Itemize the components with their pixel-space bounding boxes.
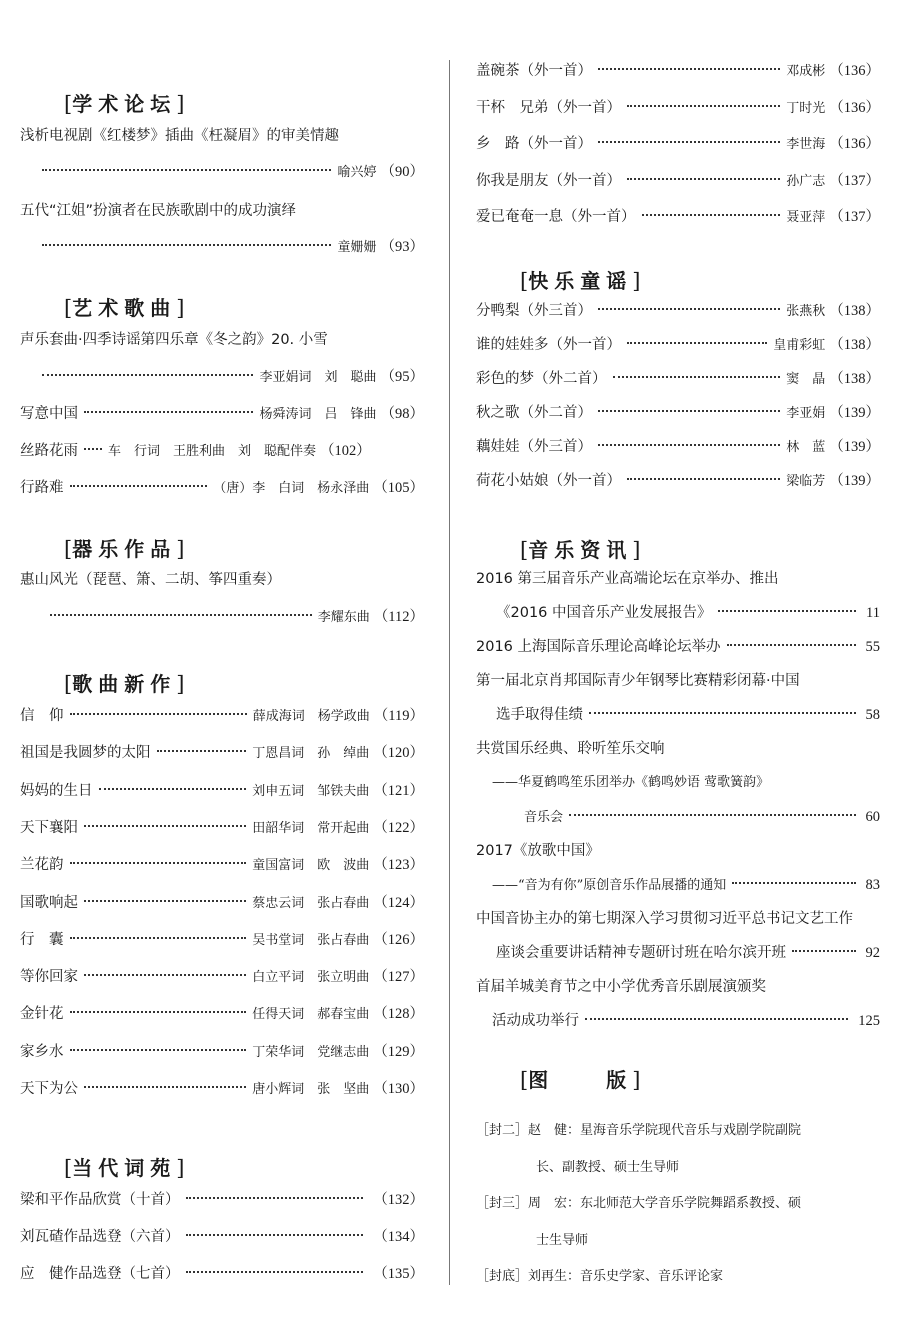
author: 白立平词 张立明曲 [252, 970, 370, 986]
article-title[interactable] [20, 329, 328, 351]
news-text: 共赏国乐经典、聆听笙乐交响 [476, 741, 665, 757]
plate-caption [476, 1265, 723, 1284]
dot-leader [70, 862, 247, 864]
dot-leader [718, 610, 857, 612]
news-text: 音乐会 [524, 810, 564, 825]
toc-entry[interactable] [476, 170, 880, 192]
author: 童姗姗 [337, 240, 377, 255]
article-title-text: 天下襄阳 [20, 819, 78, 836]
author: 孙广志 [786, 173, 826, 189]
article-title[interactable] [20, 569, 281, 591]
section-heading-music-news: [音乐资讯] [520, 538, 641, 562]
toc-entry[interactable] [20, 705, 424, 727]
author: 车 行词 王胜利曲 刘 聪配伴奏 [108, 444, 317, 459]
news-text: 《2016 中国音乐产业发展报告》 [496, 605, 712, 621]
section-heading-instrumental: [器乐作品] [64, 537, 185, 561]
toc-entry[interactable] [20, 780, 424, 802]
news-text: ——华夏鹤鸣笙乐团举办《鹤鸣妙语 莺歌簧韵》 [492, 775, 770, 790]
page-number: 92 [865, 945, 880, 961]
dot-leader [727, 644, 856, 646]
article-title-text: 谁的娃娃多（外一首） [476, 337, 621, 353]
page-number: （127） [373, 969, 424, 986]
toc-entry[interactable] [476, 97, 880, 119]
heading-text: 学术论坛 [72, 92, 177, 116]
news-text: 2016 上海国际音乐理论高峰论坛举办 [476, 639, 721, 655]
page-number: （122） [373, 819, 424, 836]
article-title-text: 金针花 [20, 1006, 64, 1023]
dot-leader [99, 788, 247, 790]
author: 聂亚萍 [786, 210, 826, 225]
plate-tag: ［封底］ [476, 1269, 529, 1284]
dot-leader [186, 1271, 364, 1273]
author: 丁荣华词 党继志曲 [252, 1044, 370, 1060]
toc-entry[interactable] [476, 368, 880, 390]
page-number: 125 [858, 1013, 880, 1029]
news-text: 座谈会重要讲话精神专题研讨班在哈尔滨开班 [496, 945, 786, 961]
author: （唐）李 白词 杨永泽曲 [213, 481, 370, 496]
dot-leader [42, 374, 253, 376]
plate-caption-cont [536, 1229, 588, 1248]
page-number: （136） [829, 63, 880, 79]
dot-leader [84, 411, 253, 413]
heading-text: 歌曲新作 [72, 672, 177, 696]
heading-text: 快乐童谣 [528, 269, 633, 293]
page-number: （137） [829, 172, 880, 189]
dot-leader [70, 1049, 247, 1051]
plate-tag: ［封二］ [476, 1123, 529, 1138]
author: 李亚娟 [786, 406, 826, 421]
author: 窦 晶 [786, 372, 826, 387]
author: 薛成海词 杨学政曲 [252, 709, 370, 724]
news-text: 2016 第三届音乐产业高端论坛在京举办、推出 [476, 571, 779, 587]
dot-leader [598, 444, 780, 446]
dot-leader [732, 882, 855, 884]
section-heading-art-songs: [艺术歌曲] [64, 296, 185, 320]
news-text: ——“音为有你”原创音乐作品展播的通知 [492, 878, 727, 893]
plate-caption-cont [536, 1156, 679, 1175]
page-number: （102） [320, 443, 371, 459]
page-number: （135） [373, 1266, 424, 1282]
author: 刘申五词 邹铁夫曲 [252, 783, 370, 799]
dot-leader [84, 974, 246, 976]
article-title-text: 藕娃娃（外三首） [476, 439, 592, 455]
heading-text: 器乐作品 [72, 537, 177, 561]
page-number: 11 [866, 605, 880, 621]
heading-text: 艺术歌曲 [72, 296, 177, 320]
news-title[interactable] [476, 840, 600, 862]
toc-entry[interactable] [20, 440, 424, 462]
toc-entry[interactable] [36, 366, 424, 388]
article-title-text: 天下为公 [20, 1081, 78, 1097]
toc-entry[interactable] [44, 606, 424, 628]
page-number: （105） [373, 480, 424, 496]
dot-leader [84, 900, 246, 902]
article-title-text: 行 囊 [20, 931, 64, 948]
page-number: （112） [373, 609, 424, 625]
page-number: （93） [380, 239, 424, 255]
page-number: 58 [865, 707, 880, 723]
heading-text: 当代词苑 [72, 1156, 177, 1180]
toc-entry[interactable] [492, 874, 880, 896]
author: 任得天词 郝春宝曲 [252, 1007, 370, 1023]
article-title-text: 家乡水 [20, 1043, 64, 1060]
author: 田韶华词 常开起曲 [252, 820, 370, 836]
dot-leader [186, 1197, 364, 1199]
page-number: （121） [373, 782, 424, 799]
article-title-text: 干杯 兄弟（外一首） [476, 99, 621, 116]
author: 李世海 [786, 137, 826, 152]
page-number: （130） [373, 1081, 424, 1097]
caption-text: 赵 健：星海音乐学院现代音乐与戏剧学院副院 [528, 1123, 802, 1138]
toc-entry[interactable] [476, 470, 880, 492]
article-title-text: 分鸭梨（外三首） [476, 303, 592, 319]
toc-entry[interactable] [20, 742, 424, 764]
page-number: （139） [829, 405, 880, 421]
dot-leader [627, 342, 767, 344]
dot-leader [613, 376, 781, 378]
section-heading-plates: [图 版] [520, 1068, 641, 1092]
page-number: 55 [865, 639, 880, 655]
dot-leader [627, 105, 780, 107]
section-heading-new-songs: [歌曲新作] [64, 672, 185, 696]
page-number: （139） [829, 473, 880, 489]
news-title[interactable] [476, 976, 766, 998]
article-title-text: 浅析电视剧《红楼梦》插曲《枉凝眉》的审美情趣 [20, 128, 339, 144]
toc-entry[interactable] [20, 966, 424, 988]
author: 喻兴婷 [337, 165, 377, 180]
author: 皇甫彩虹 [773, 338, 826, 353]
page-number: （138） [829, 337, 880, 353]
article-title-text: 应 健作品选登（七首） [20, 1266, 180, 1282]
page-number: （138） [829, 303, 880, 319]
page-number: 60 [865, 809, 880, 825]
page-number: （129） [373, 1043, 424, 1060]
dot-leader [792, 950, 856, 952]
article-title-text: 梁和平作品欣赏（十首） [20, 1192, 180, 1208]
dot-leader [42, 244, 331, 246]
dot-leader [70, 713, 247, 715]
toc-entry[interactable] [20, 1003, 424, 1025]
author: 邓成彬 [786, 64, 826, 79]
author: 张燕秋 [786, 304, 826, 319]
article-title-text: 妈妈的生日 [20, 782, 93, 799]
page-number: （124） [373, 894, 424, 911]
article-title[interactable] [20, 200, 296, 222]
dot-leader [642, 214, 781, 216]
page-number: （134） [373, 1229, 424, 1245]
page-number: （98） [380, 406, 424, 422]
article-title-text: 五代“江姐”扮演者在民族歌剧中的成功演绎 [20, 203, 297, 219]
dot-leader [569, 814, 855, 816]
toc-entry[interactable] [20, 854, 424, 876]
toc-entry[interactable] [476, 60, 880, 82]
article-title-text: 行路难 [20, 480, 64, 496]
toc-entry[interactable] [476, 636, 880, 658]
page-number: （136） [829, 136, 880, 152]
article-title-text: 兰花韵 [20, 857, 64, 874]
toc-entry[interactable] [476, 300, 880, 322]
author: 杨舜涛词 吕 锋曲 [259, 407, 377, 422]
article-title-text: 盖碗茶（外一首） [476, 63, 592, 79]
caption-text: 长、副教授、硕士生导师 [536, 1160, 680, 1175]
news-title[interactable] [476, 908, 853, 930]
section-heading-academic: [学术论坛] [64, 92, 185, 116]
toc-entry[interactable] [20, 477, 424, 499]
author: 林 蓝 [786, 440, 826, 455]
article-title-text: 写意中国 [20, 406, 78, 422]
author: 唐小辉词 张 坚曲 [252, 1082, 370, 1097]
page-number: （132） [373, 1192, 424, 1208]
author: 丁恩昌词 孙 绰曲 [252, 746, 370, 762]
toc-entry[interactable] [36, 236, 424, 258]
dot-leader [589, 712, 856, 714]
news-subtitle [492, 772, 769, 794]
article-title-text: 声乐套曲·四季诗谣第四乐章《冬之韵》20. 小雪 [20, 332, 328, 348]
toc-entry[interactable] [496, 704, 880, 726]
article-title-text: 信 仰 [20, 708, 64, 724]
toc-entry[interactable] [20, 403, 424, 425]
news-text: 首届羊城美育节之中小学优秀音乐剧展演颁奖 [476, 979, 766, 995]
toc-entry[interactable] [20, 1189, 424, 1211]
article-title-text: 爱已奄奄一息（外一首） [476, 209, 636, 225]
column-divider [449, 60, 450, 1285]
toc-entry[interactable] [476, 133, 880, 155]
article-title-text: 秋之歌（外二首） [476, 405, 592, 421]
caption-text: 士生导师 [536, 1233, 589, 1248]
section-heading-lyrics: [当代词苑] [64, 1156, 185, 1180]
page-number: 83 [865, 877, 880, 893]
plate-caption [476, 1119, 801, 1138]
dot-leader [42, 169, 331, 171]
page-number: （120） [373, 745, 424, 762]
author: 蔡忠云词 张占春曲 [252, 895, 370, 911]
author: 丁时光 [786, 100, 826, 116]
toc-entry[interactable] [20, 1041, 424, 1063]
article-title-text: 丝路花雨 [20, 443, 78, 459]
caption-text: 刘再生：音乐史学家、音乐评论家 [528, 1269, 724, 1284]
dot-leader [598, 308, 780, 310]
dot-leader [157, 750, 247, 752]
article-title-text: 荷花小姑娘（外一首） [476, 473, 621, 489]
news-title[interactable] [476, 738, 665, 760]
toc-entry[interactable] [36, 161, 424, 183]
article-title-text: 刘瓦碴作品选登（六首） [20, 1229, 180, 1245]
dot-leader [186, 1234, 364, 1236]
news-text: 中国音协主办的第七期深入学习贯彻习近平总书记文艺工作 [476, 911, 853, 927]
dot-leader [598, 141, 780, 143]
dot-leader [50, 614, 312, 616]
toc-entry[interactable] [20, 892, 424, 914]
news-title[interactable] [476, 670, 800, 692]
toc-entry[interactable] [476, 402, 880, 424]
toc-entry[interactable] [476, 206, 880, 228]
heading-text: 图 版 [528, 1068, 633, 1092]
page-number: （123） [373, 857, 424, 874]
page-number: （139） [829, 439, 880, 455]
dot-leader [627, 478, 780, 480]
page-number: （136） [829, 99, 880, 116]
page-number: （90） [380, 164, 424, 180]
author: 吴书堂词 张占春曲 [252, 932, 370, 948]
dot-leader [70, 1011, 247, 1013]
news-text: 活动成功举行 [492, 1013, 579, 1029]
page-number: （126） [373, 931, 424, 948]
article-title-text: 等你回家 [20, 969, 78, 986]
toc-entry[interactable] [20, 817, 424, 839]
page-number: （137） [829, 209, 880, 225]
article-title-text: 惠山风光（琵琶、箫、二胡、筝四重奏） [20, 572, 281, 588]
toc-entry[interactable] [20, 1263, 424, 1285]
toc-entry[interactable] [524, 806, 880, 828]
heading-text: 音乐资讯 [528, 538, 633, 562]
author: 李耀东曲 [317, 610, 370, 625]
toc-entry[interactable] [496, 942, 880, 964]
news-text: 2017《放歌中国》 [476, 843, 600, 859]
news-text: 选手取得佳绩 [496, 707, 583, 723]
dot-leader [598, 410, 780, 412]
toc-entry[interactable] [496, 602, 880, 624]
author: 童国富词 欧 波曲 [252, 858, 370, 874]
toc-entry[interactable] [20, 929, 424, 951]
toc-entry[interactable] [492, 1010, 880, 1032]
article-title-text: 乡 路（外一首） [476, 136, 592, 152]
article-title[interactable] [20, 125, 339, 147]
toc-entry[interactable] [476, 436, 880, 458]
plate-caption [476, 1192, 801, 1211]
article-title-text: 彩色的梦（外二首） [476, 371, 607, 387]
dot-leader [70, 485, 208, 487]
page-number: （119） [373, 708, 424, 724]
dot-leader [627, 178, 780, 180]
author: 梁临芳 [786, 474, 826, 489]
article-title-text: 你我是朋友（外一首） [476, 172, 621, 189]
dot-leader [70, 937, 247, 939]
toc-entry[interactable] [476, 334, 880, 356]
page-number: （95） [380, 369, 424, 385]
page-number: （128） [373, 1006, 424, 1023]
plate-tag: ［封三］ [476, 1196, 529, 1211]
dot-leader [585, 1018, 848, 1020]
toc-entry[interactable] [20, 1078, 424, 1100]
toc-entry[interactable] [20, 1226, 424, 1248]
news-title[interactable] [476, 568, 779, 590]
dot-leader [84, 448, 102, 450]
section-heading-children-songs: [快乐童谣] [520, 269, 641, 293]
author: 李亚娟词 刘 聪曲 [259, 370, 377, 385]
dot-leader [84, 1086, 246, 1088]
page-number: （138） [829, 371, 880, 387]
article-title-text: 国歌响起 [20, 894, 78, 911]
dot-leader [598, 68, 780, 70]
news-text: 第一届北京肖邦国际青少年钢琴比赛精彩闭幕·中国 [476, 673, 800, 689]
dot-leader [84, 825, 246, 827]
article-title-text: 祖国是我圆梦的太阳 [20, 745, 151, 762]
caption-text: 周 宏：东北师范大学音乐学院舞蹈系教授、硕 [528, 1196, 802, 1211]
